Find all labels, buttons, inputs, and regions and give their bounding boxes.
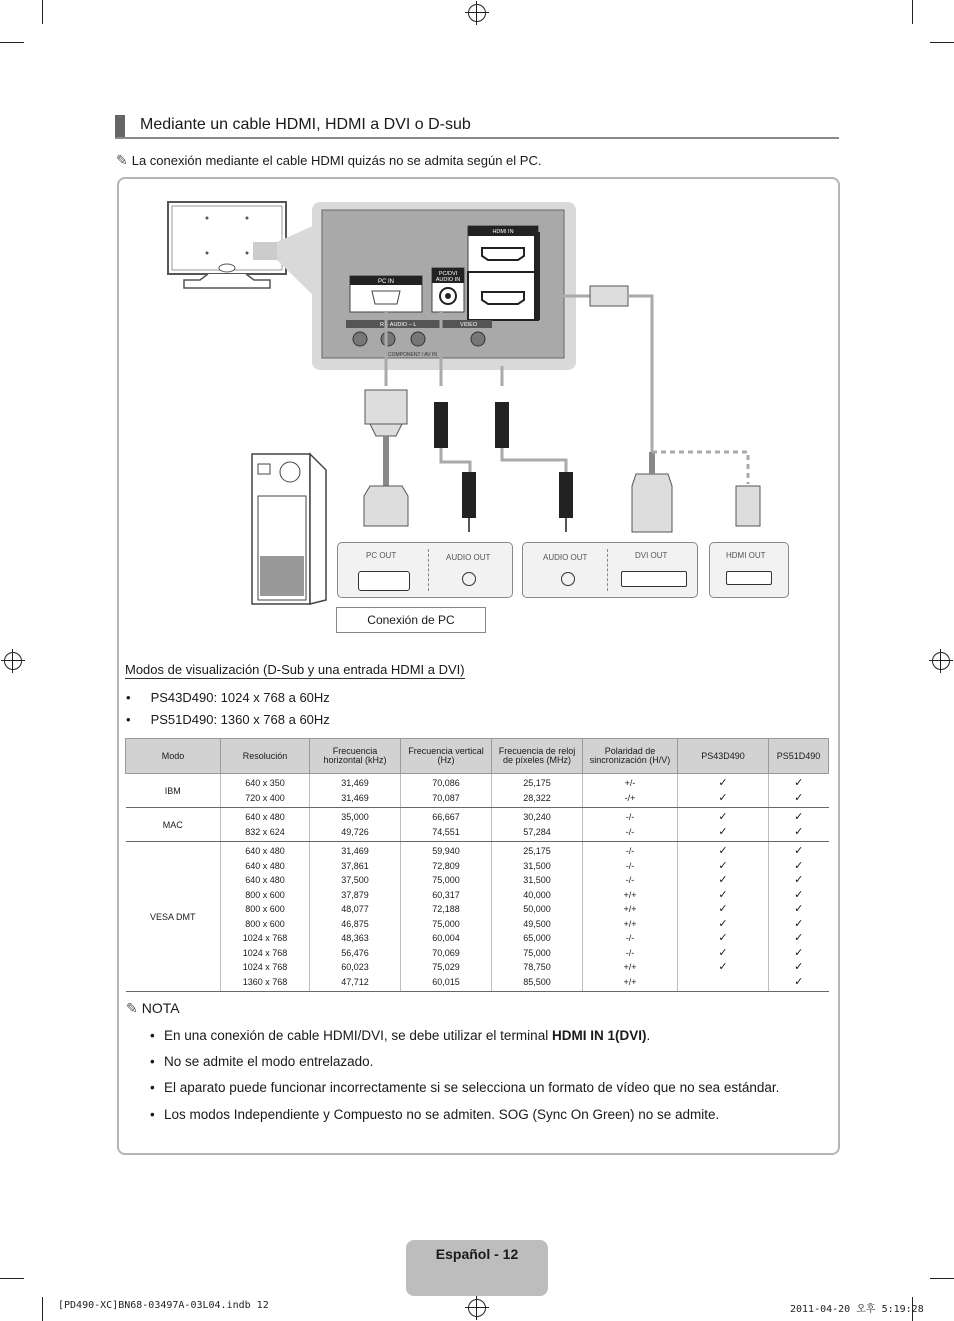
cell-value: 72,188 [432,904,460,914]
table-header: Modo [126,739,221,774]
check-icon: ✓ [718,874,728,886]
footer-left: [PD490-XC]BN68-03497A-03L04.indb 12 [58,1300,269,1311]
registration-mark-icon [468,4,486,22]
svg-text:R – AUDIO – L: R – AUDIO – L [380,322,417,328]
cell-value: +/- [624,778,636,788]
check-icon: ✓ [794,811,804,823]
cell-value: 1024 x 768 [242,947,288,958]
check-icon: ✓ [794,932,804,944]
pc-in-label: PC IN [377,279,395,285]
divider [607,549,609,591]
check-icon: ✓ [718,811,728,823]
cell-value: 75,000 [523,947,551,958]
cell-value: 37,861 [341,860,369,871]
check-icon: ✓ [794,961,804,973]
table-row [126,808,829,842]
audio-plug-icon [495,402,573,532]
cell-value: 85,500 [523,976,551,987]
cell-value: 640 x 480 [245,812,285,822]
cell-value: 60,317 [432,889,460,900]
cell-value: 640 x 350 [245,778,285,788]
hdmi-out-jackbox [709,542,789,598]
pc-out-jackbox [337,542,513,598]
crop-mark [42,0,43,24]
vfreq-cell [401,774,492,808]
dsub-plug-icon [364,390,408,526]
clock-cell [492,842,583,992]
cell-value: -/+ [624,792,636,803]
cell-value: 31,500 [523,875,551,885]
audio-out-label: AUDIO OUT [446,553,491,562]
cell-value: 640 x 480 [245,846,285,856]
cell-value: 800 x 600 [245,918,285,929]
cell-value: 31,469 [341,792,369,803]
modes-title: Modos de visualización (D-Sub y una entrada HDMI a DVI) [125,662,465,677]
cell-value: -/- [625,947,635,958]
cell-value: +/+ [623,962,637,972]
cell-value: 60,023 [341,962,369,972]
table-header: PS51D490 [769,739,829,774]
check-icon: ✓ [718,946,728,959]
res-cell [221,842,310,992]
audio-jack-icon [462,572,476,586]
check-icon: ✓ [718,888,728,901]
cell-value: 72,809 [432,860,460,871]
pencil-icon: ✎ [116,152,128,168]
crop-mark [42,1297,43,1321]
check-icon: ✓ [794,825,804,838]
check-icon: ✓ [718,777,728,789]
table-row [126,842,829,992]
cell-value: +/+ [623,889,637,900]
audio-out-label-2: AUDIO OUT [543,553,588,562]
cell-value: +/+ [623,918,637,929]
cell-value: 30,240 [523,812,551,822]
cell-value: -/- [625,875,635,885]
crop-mark [930,42,954,43]
hdmi-port-icon [726,571,772,585]
table-header: Frecuencia de reloj de píxeles (MHz) [492,739,583,774]
table-header-row [126,739,829,774]
check-icon: ✓ [718,917,728,930]
crop-mark [0,1278,24,1279]
cell-value: 59,940 [432,846,460,856]
cell-value: 31,469 [341,846,369,856]
vfreq-cell [401,808,492,842]
cell-value: 48,077 [341,904,369,914]
mode-cell: MAC [126,808,221,842]
pc-out-label: PC OUT [366,551,397,560]
bullet-item: • PS51D490: 1360 x 768 a 60Hz [126,712,330,727]
cell-value: 1360 x 768 [242,976,288,987]
check-icon: ✓ [794,903,804,915]
dvi-out-label: DVI OUT [635,551,668,560]
cell-value: 75,000 [432,875,460,885]
pencil-icon: ✎ [126,1000,138,1016]
table-header: Polaridad de sincronización (H/V) [583,739,678,774]
registration-mark-icon [468,1299,486,1317]
note-text: La conexión mediante el cable HDMI quizás no se admita según el PC. [131,153,542,168]
check-icon: ✓ [794,874,804,886]
cell-value: 28,322 [523,792,551,803]
crop-mark [912,0,913,24]
crop-mark [0,42,24,43]
check-icon: ✓ [794,845,804,857]
check-icon: ✓ [718,961,728,973]
check-icon: ✓ [794,777,804,789]
check-icon: ✓ [718,845,728,857]
cell-value: 60,015 [432,976,460,987]
check-icon: ✓ [794,946,804,959]
cell-value: 74,551 [432,826,460,837]
cell-value: 75,000 [432,918,460,929]
nota-item: • En una conexión de cable HDMI/DVI, se debe utilizar el terminal HDMI IN 1(DVI). [150,1028,651,1043]
cell-value: 48,363 [341,933,369,943]
hfreq-cell [310,808,401,842]
cell-value: 25,175 [523,846,551,856]
check-icon: ✓ [794,917,804,930]
registration-mark-icon [932,652,950,670]
hfreq-cell [310,842,401,992]
cell-value: 56,476 [341,947,369,958]
divider [428,549,430,591]
pol-cell [583,842,678,992]
table-row [126,774,829,808]
check-icon: ✓ [718,903,728,915]
res-cell [221,808,310,842]
check-icon: ✓ [794,888,804,901]
cell-value: 1024 x 768 [242,962,288,972]
nota-item: • El aparato puede funcionar incorrectamente si se selecciona un formato de vídeo que no sea estándar. [150,1080,780,1095]
check-icon: ✓ [794,859,804,872]
audio-plug-icon [434,402,476,532]
cell-value: -/- [625,933,635,943]
cell-value: 70,087 [432,792,460,803]
pc-tower-icon [252,454,326,604]
ps43-cell [678,842,769,992]
mode-cell: VESA DMT [126,842,221,992]
registration-mark-icon [4,652,22,670]
svg-text:HDMI IN: HDMI IN [492,229,514,235]
cell-value: 640 x 480 [245,875,285,885]
cell-value: 720 x 400 [245,792,285,803]
cell-value: 49,726 [341,826,369,837]
cell-value: 1024 x 768 [242,933,288,943]
cell-value: 70,086 [432,778,460,788]
vga-port-icon [358,571,410,591]
svg-text:VIDEO: VIDEO [460,322,478,328]
display-modes-table [125,738,829,992]
cell-value: 70,069 [432,947,460,958]
footer-right: 2011-04-20 오후 5:19:28 [790,1304,924,1315]
cell-value: 50,000 [523,904,551,914]
cell-value: 66,667 [432,812,460,822]
cell-value: 800 x 600 [245,904,285,914]
section-bar [115,115,125,137]
check-icon: ✓ [718,791,728,804]
cell-value: 46,875 [341,918,369,929]
pol-cell [583,808,678,842]
crop-mark [930,1278,954,1279]
cell-value: 37,879 [341,889,369,900]
clock-cell [492,774,583,808]
res-cell [221,774,310,808]
cell-value: 65,000 [523,933,551,943]
cell-value: 35,000 [341,812,369,822]
pol-cell [583,774,678,808]
table-header: Frecuencia vertical (Hz) [401,739,492,774]
tv-icon [168,202,286,288]
check-icon: ✓ [718,932,728,944]
svg-text:PC/DVI: PC/DVI [438,271,458,277]
cell-value: 832 x 624 [245,826,285,837]
cell-value: 31,500 [523,860,551,871]
svg-text:COMPONENT / AV IN: COMPONENT / AV IN [388,352,437,358]
check-icon: ✓ [718,825,728,838]
nota-heading: ✎ NOTA [126,1000,180,1016]
note-line [116,152,541,169]
cell-value: 49,500 [523,918,551,929]
hdmi-out-label: HDMI OUT [726,551,766,560]
check-icon: ✓ [794,791,804,804]
section-title: Mediante un cable HDMI, HDMI a DVI o D-sub [140,116,471,133]
check-icon: ✓ [794,975,804,988]
hfreq-cell [310,774,401,808]
table-header: Resolución [221,739,310,774]
ps43-cell [678,808,769,842]
table-header: PS43D490 [678,739,769,774]
cell-value: 25,175 [523,778,551,788]
audio-jack-icon [561,572,575,586]
ps51-cell [769,808,829,842]
ps43-cell [678,774,769,808]
ps51-cell [769,842,829,992]
cell-value: 37,500 [341,875,369,885]
dvi-out-jackbox [522,542,698,598]
cell-value: 75,029 [432,962,460,972]
cell-value: -/- [625,860,635,871]
cell-value: -/- [625,826,635,837]
cell-value: 47,712 [341,976,369,987]
cell-value: 640 x 480 [245,860,285,871]
vfreq-cell [401,842,492,992]
dvi-port-icon [621,571,687,587]
svg-text:AUDIO IN: AUDIO IN [435,277,461,283]
bullet-item: • PS43D490: 1024 x 768 a 60Hz [126,690,330,705]
clock-cell [492,808,583,842]
cell-value: 40,000 [523,889,551,900]
cell-value: -/- [625,812,635,822]
cell-value: 78,750 [523,962,551,972]
cell-value: -/- [625,846,635,856]
cell-value: 800 x 600 [245,889,285,900]
nota-item: • Los modos Independiente y Compuesto no se admiten. SOG (Sync On Green) no se admite. [150,1107,720,1122]
cell-value: +/+ [623,904,637,914]
check-icon [678,975,768,990]
table-header: Frecuencia horizontal (kHz) [310,739,401,774]
cell-value: 31,469 [341,778,369,788]
cell-value: 57,284 [523,826,551,837]
cell-value: +/+ [623,976,637,987]
cell-value: 60,004 [432,933,460,943]
pc-connection-label: Conexión de PC [336,607,486,633]
ps51-cell [769,774,829,808]
check-icon: ✓ [718,859,728,872]
nota-item: • No se admite el modo entrelazado. [150,1054,374,1069]
mode-cell: IBM [126,774,221,808]
section-header [115,115,839,139]
page-number: Español - 12 [435,1246,519,1262]
